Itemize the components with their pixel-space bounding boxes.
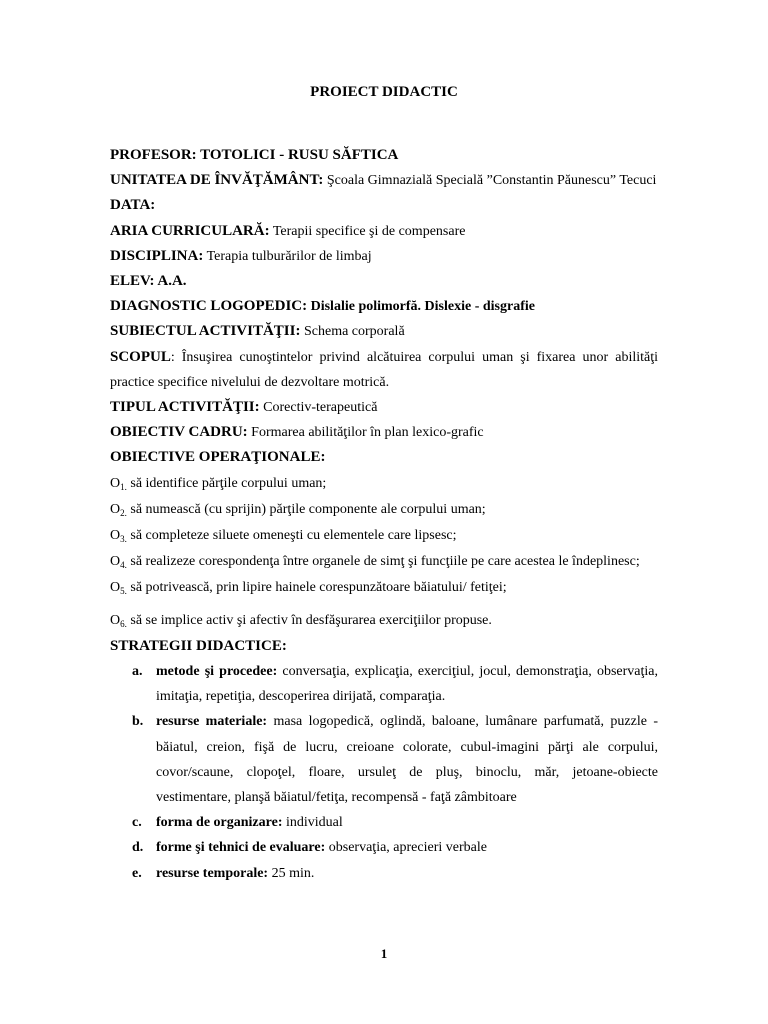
objective-prefix: O: [110, 528, 121, 544]
field-aria-curriculara: [110, 219, 658, 244]
objective-text: să numească (cu sprijin) părţile componente ale corpului uman;: [126, 501, 486, 517]
subiectul-value: Schema corporală: [303, 324, 405, 340]
objective-number: 6.: [120, 618, 127, 629]
objective-text: să identifice părţile corpului uman;: [126, 475, 327, 491]
strategy-text: masa logopedică, oglindă, baloane, lumânare parfumată, puzzle - băiatul, creion, fişă de lucru, creioane colorate, cubul-imagini părţi ale corpului, covor/scaune, clopoţel, floare, ursuleţ de pluş, binoclu, măr, jetoane-obiecte vestimentare, planşă băiatul/fetiţa, recompensă - faţă zâmbitoare: [156, 714, 658, 806]
field-scopul: [110, 345, 658, 395]
obiective-operationale-label: OBIECTIVE OPERAŢIONALE:: [110, 449, 326, 466]
scopul-label: SCOPUL: [110, 348, 171, 365]
field-obiective-operationale: [110, 445, 658, 470]
page-number: 1: [380, 946, 388, 961]
strategy-letter: e.: [132, 865, 142, 881]
strategy-text: 25 min.: [268, 865, 315, 881]
objective-text: să se implice activ şi afectiv în desfăşurarea exerciţiilor propuse.: [126, 612, 492, 628]
objective-prefix: O: [110, 580, 121, 596]
objective-item: [110, 523, 658, 549]
objective-prefix: O: [110, 554, 121, 570]
objective-item: [110, 575, 658, 601]
strategy-text: conversaţia, explicaţia, exerciţiul, jocul, demonstraţia, observaţia, imitaţia, repetiţia, descoperirea dirijată, comparaţia.: [156, 664, 658, 705]
strategy-item: [110, 659, 658, 709]
strategy-key: metode şi procedee:: [156, 664, 278, 680]
field-strategii: [110, 634, 658, 659]
tipul-label: TIPUL ACTIVITĂŢII:: [110, 399, 260, 416]
field-elev: [110, 269, 658, 294]
unitatea-value: Şcoala Gimnazială Specială ”Constantin Păunescu” Tecuci: [326, 173, 657, 189]
profesor-label: PROFESOR: TOTOLICI - RUSU SĂFTICA: [110, 147, 399, 163]
tipul-value: Corectiv-terapeutică: [263, 400, 378, 416]
field-obiectiv-cadru: [110, 420, 658, 445]
objective-number: 1.: [120, 481, 127, 492]
field-disciplina: [110, 244, 658, 269]
strategy-key: forma de organizare:: [156, 815, 283, 831]
strategy-letter: c.: [132, 815, 142, 831]
obiectiv-cadru-label: OBIECTIV CADRU:: [110, 424, 248, 441]
diagnostic-value: Dislalie polimorfă. Dislexie - disgrafie: [310, 299, 535, 315]
strategy-text: observaţia, aprecieri verbale: [325, 840, 487, 856]
strategy-item: [110, 835, 658, 860]
data-label: DATA:: [110, 197, 156, 214]
field-data: [110, 193, 658, 218]
disciplina-label: DISCIPLINA:: [110, 247, 204, 264]
objectives-list: [110, 471, 658, 634]
objective-item: [110, 608, 658, 634]
strategy-letter: a.: [132, 664, 143, 680]
scopul-value: : Însuşirea cunoştintelor privind alcătuirea corpului uman şi fixarea unor abilităţi practice specifice nivelului de dezvoltare motrică.: [110, 349, 658, 390]
document-title: PROIECT DIDACTIC: [310, 84, 458, 100]
objective-text: să completeze siluete omeneşti cu elementele care lipsesc;: [126, 528, 457, 544]
objective-number: 3.: [120, 534, 127, 545]
objective-number: 4.: [120, 560, 127, 571]
field-diagnostic: [110, 294, 658, 319]
objective-text: să potrivească, prin lipire hainele corespunzătoare băiatului/ fetiţei;: [126, 580, 507, 596]
objective-number: 5.: [120, 586, 127, 597]
elev-label: ELEV: A.A.: [110, 273, 187, 290]
objective-prefix: O: [110, 612, 121, 628]
strategy-item: [110, 810, 658, 835]
strategy-key: resurse materiale:: [156, 714, 268, 730]
objective-number: 2.: [120, 507, 127, 518]
strategii-label: STRATEGII DIDACTICE:: [110, 637, 287, 654]
strategy-key: resurse temporale:: [156, 865, 269, 881]
field-profesor: [110, 143, 658, 168]
objective-item: [110, 471, 658, 497]
document-body: [110, 143, 658, 886]
objective-prefix: O: [110, 501, 121, 517]
aria-value: Terapii specifice şi de compensare: [272, 223, 466, 239]
obiectiv-cadru-value: Formarea abilităţilor în plan lexico-grafic: [251, 425, 484, 441]
unitatea-label: UNITATEA DE ÎNVĂŢĂMÂNT:: [110, 172, 324, 189]
diagnostic-label: DIAGNOSTIC LOGOPEDIC:: [110, 298, 308, 315]
strategy-item: [110, 861, 658, 886]
objective-text: să realizeze corespondenţa între organele de simţ şi funcţiile pe care acestea le îndeplinesc;: [126, 554, 640, 570]
strategy-letter: d.: [132, 840, 144, 856]
objective-prefix: O: [110, 475, 121, 491]
strategy-letter: b.: [132, 714, 144, 730]
field-unitatea: [110, 168, 658, 193]
strategy-item: [110, 709, 658, 810]
aria-label: ARIA CURRICULARĂ:: [110, 222, 270, 239]
field-tipul: [110, 395, 658, 420]
objective-item: [110, 549, 658, 575]
strategy-text: individual: [282, 815, 343, 831]
field-subiectul: [110, 319, 658, 344]
strategies-list: [110, 659, 658, 886]
disciplina-value: Terapia tulburărilor de limbaj: [206, 248, 372, 264]
objective-item: [110, 497, 658, 523]
strategy-key: forme şi tehnici de evaluare:: [156, 840, 326, 856]
subiectul-label: SUBIECTUL ACTIVITĂŢII:: [110, 323, 301, 340]
